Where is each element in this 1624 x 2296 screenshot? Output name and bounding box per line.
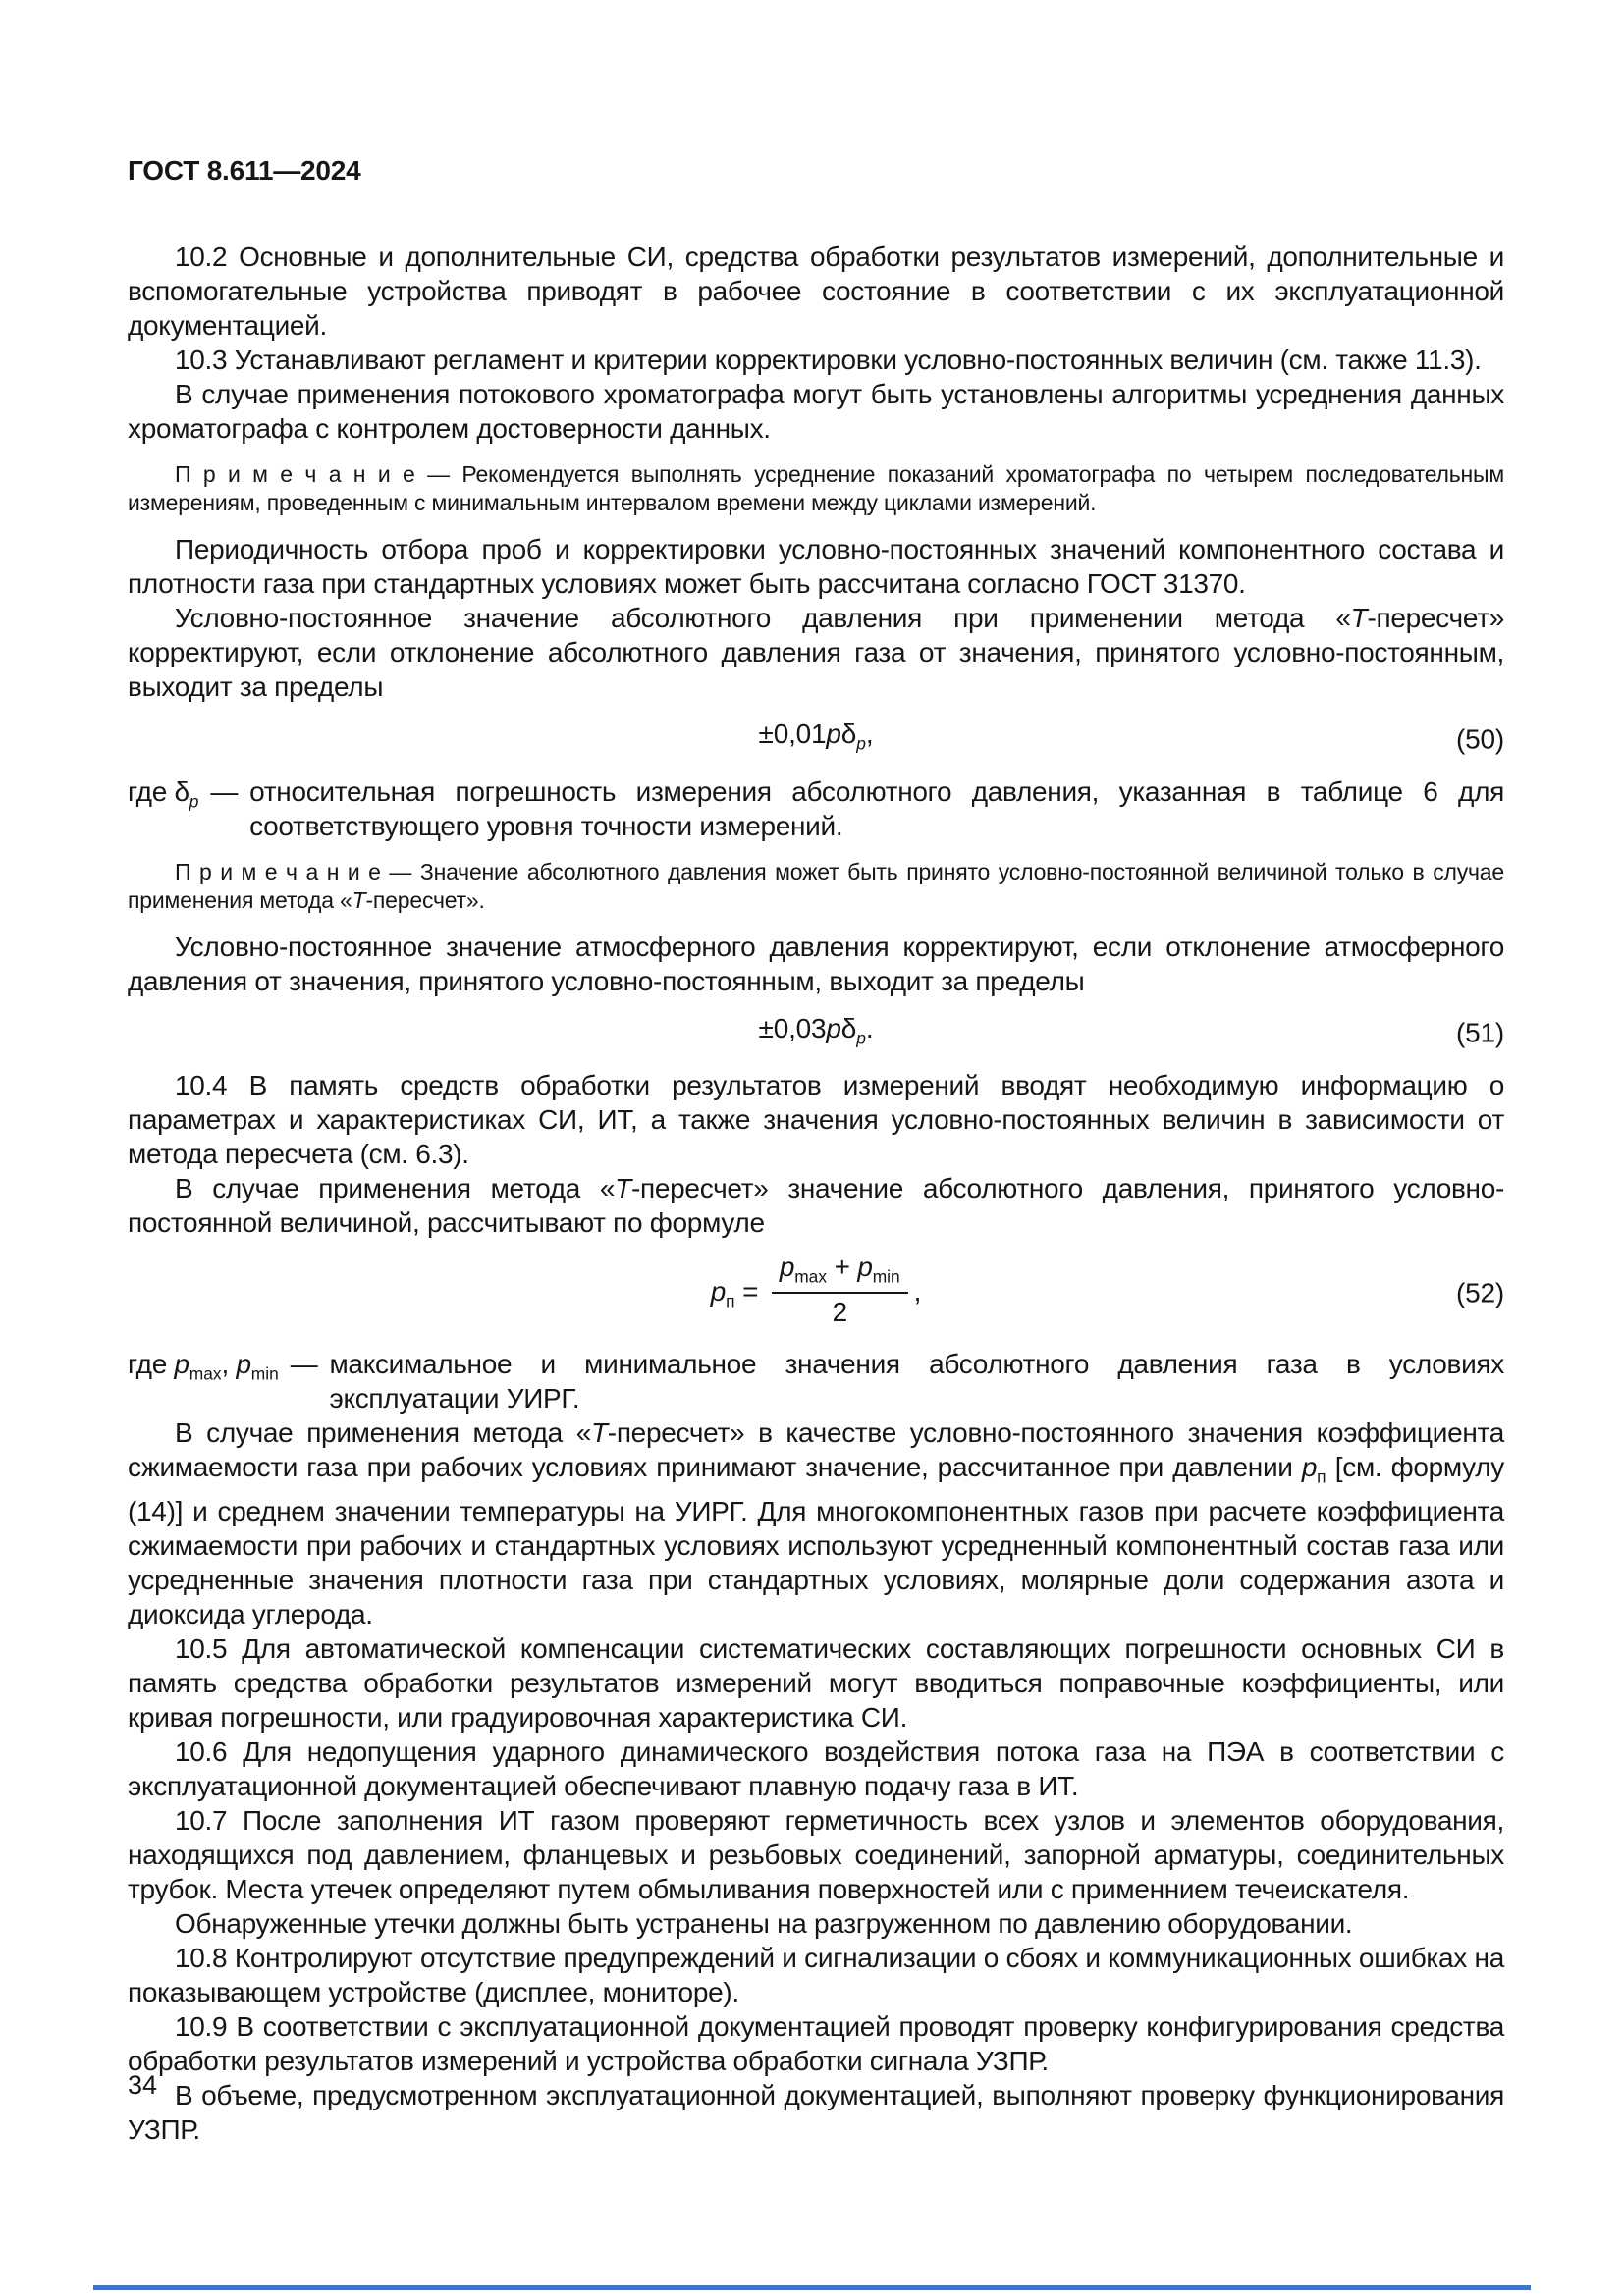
paragraph: [128, 1068, 1504, 1171]
text-run: p: [710, 1275, 727, 1307]
equation-body: [710, 1252, 922, 1327]
paragraph: [128, 1171, 1504, 1240]
text-run: п: [726, 1291, 735, 1311]
paragraph: [128, 377, 1504, 446]
paragraph: [128, 1735, 1504, 1803]
text-run: min: [250, 1363, 279, 1384]
text-run: p: [189, 791, 199, 812]
text-run: -пересчет» в качестве условно-постоянного значения коэффициента сжимаемости газа при рабочих условиях принимают значение, рассчитанное при давлении: [128, 1416, 1504, 1482]
text-run: p: [174, 1348, 189, 1379]
equation-number: (50): [1456, 723, 1504, 755]
text-run: Т: [352, 886, 366, 913]
note: [128, 858, 1504, 915]
where-term: [128, 774, 198, 843]
text-run: p: [779, 1252, 795, 1283]
text-run: ±0,03: [758, 1012, 827, 1043]
text-run: δ: [840, 1012, 857, 1043]
text-run: В случае применения метода «: [175, 1173, 616, 1204]
text-run: ±0,01: [758, 719, 827, 749]
paragraph: [128, 240, 1504, 343]
page-body: [128, 0, 1504, 2147]
text-run: =: [734, 1275, 766, 1307]
equation-body: [758, 1012, 874, 1048]
page-number: 34: [128, 2070, 158, 2100]
equation: [128, 717, 1504, 762]
text-run: П р и м е ч а н и е — Значение абсолютного давления может быть принято условно-постоянной величиной только в случае применения метода «: [128, 858, 1504, 913]
where-text: [329, 1347, 1504, 1415]
text-run: 10.2 Основные и дополнительные СИ, средства обработки результатов измерений, дополнительные и вспомогательные устройства приводят в рабочее состояние в соответствии с их эксплуатационной документацией.: [128, 241, 1504, 341]
text-run: -пересчет» значение абсолютного давления, принятого условно-постоянной величиной, рассчитывают по формуле: [128, 1173, 1504, 1239]
text-run: В объеме, предусмотренном эксплуатационной документацией, выполняют проверку функционирования УЗПР.: [128, 2080, 1504, 2146]
text-run: П р и м е ч а н и е — Рекомендуется выполнять усреднение показаний хроматографа по четырем последовательным измерениям, проведенным с минимальным интервалом времени между циклами измерений.: [128, 461, 1504, 515]
text-run: min: [872, 1266, 900, 1287]
document-content: [128, 240, 1504, 2147]
text-run: Периодичность отбора проб и корректировки условно-постоянных значений компонентного состава и плотности газа при стандартных условиях может быть рассчитана согласно ГОСТ 31370.: [128, 534, 1504, 599]
where-dash: —: [290, 1348, 318, 1379]
text-run: 10.8 Контролируют отсутствие предупреждений и сигнализации о сбоях и коммуникационных ошибках на показывающем устройстве (дисплее, мониторе).: [128, 1943, 1504, 2008]
text-run: max: [794, 1266, 827, 1287]
text-run: max: [189, 1363, 222, 1384]
text-run: .: [865, 1012, 874, 1043]
text-run: Т: [590, 1416, 608, 1448]
paragraph: [128, 2009, 1504, 2078]
text-run: [см. формулу (14)] и среднем значении температуры на УИРГ. Для многокомпонентных газов при расчете коэффициента сжимаемости при рабочих и стандартных условиях используют усредненный компонентный состав газа или усредненные значения плотности газа при стандартных условиях, молярные доли содержания азота и диоксида углерода.: [128, 1451, 1505, 1630]
where-dash: —: [210, 775, 239, 807]
equation-number: (52): [1456, 1277, 1504, 1308]
text-run: p: [236, 1348, 251, 1379]
paragraph: [128, 930, 1504, 998]
paragraph: [128, 343, 1504, 377]
text-run: ,: [865, 719, 874, 749]
text-run: относительная погрешность измерения абсолютного давления, указанная в таблице 6 для соответствующего уровня точности измерений.: [249, 775, 1504, 841]
paragraph: [128, 1803, 1504, 1906]
text-run: где: [128, 775, 175, 807]
where-text: [249, 774, 1504, 843]
document-code: ГОСТ 8.611—2024: [128, 155, 361, 186]
equation: [128, 1252, 1504, 1330]
text-run: p: [826, 1012, 841, 1043]
text-run: p: [1301, 1451, 1318, 1482]
paragraph: [128, 1631, 1504, 1735]
text-run: 10.5 Для автоматической компенсации систематических составляющих погрешности основных СИ в память средства обработки результатов измерений могут вводиться поправочные коэффициенты, или кривая погрешности, или градуировочная характеристика СИ.: [128, 1633, 1504, 1734]
equation-body: [758, 719, 874, 754]
text-run: Условно-постоянное значение атмосферного давления корректируют, если отклонение атмосферного давления от значения, принятого условно-постоянным, выходит за пределы: [128, 931, 1504, 996]
text-run: p: [856, 733, 866, 754]
equation: [128, 1011, 1504, 1056]
text-run: 10.7 После заполнения ИТ газом проверяют герметичность всех узлов и элементов оборудования, находящихся под давлением, фланцевых и резьбовых соединений, запорной арматуры, соединительных трубок. Места утечек определяют путем обмыливания поверхностей или с применнием течеискателя.: [128, 1805, 1504, 1905]
text-run: p: [856, 1028, 866, 1048]
text-run: p: [826, 719, 841, 749]
paragraph: [128, 532, 1504, 601]
text-run: Условно-постоянное значение абсолютного давления при применении метода «: [175, 603, 1351, 633]
text-run: ,: [913, 1275, 922, 1307]
text-run: Обнаруженные утечки должны быть устранены на разгруженном по давлению оборудовании.: [175, 1908, 1353, 1940]
text-run: 2: [832, 1296, 847, 1327]
equation-number: (51): [1456, 1017, 1504, 1048]
text-run: ,: [221, 1348, 237, 1379]
text-run: где: [128, 1348, 175, 1379]
text-run: Т: [615, 1173, 631, 1204]
text-run: -пересчет».: [365, 886, 485, 913]
text-run: 10.3 Устанавливают регламент и критерии корректировки условно-постоянных величин (см. также 11.3).: [175, 345, 1482, 375]
paragraph: [128, 2078, 1504, 2147]
text-run: 10.9 В соответствии с эксплуатационной документацией проводят проверку конфигурирования средства обработки результатов измерений и устройства обработки сигнала УЗПР.: [128, 2011, 1504, 2077]
paragraph: [128, 1415, 1504, 1632]
where-term: [128, 1347, 279, 1415]
text-run: максимальное и минимальное значения абсолютного давления газа в условиях эксплуатации УИРГ.: [329, 1348, 1504, 1414]
text-run: В случае применения метода «: [175, 1416, 591, 1448]
text-run: δ: [174, 775, 189, 807]
text-run: p: [857, 1252, 873, 1283]
text-run: п: [1317, 1467, 1326, 1487]
fraction: [772, 1253, 908, 1327]
where-definition: [128, 1347, 1504, 1415]
paragraph: [128, 1906, 1504, 1941]
fraction-denominator: [772, 1294, 908, 1328]
where-definition: [128, 774, 1504, 843]
paragraph: [128, 601, 1504, 704]
text-run: -пересчет» корректируют, если отклонение абсолютного давления газа от значения, принятого условно-постоянным, выходит за пределы: [128, 603, 1504, 702]
text-run: Т: [1350, 603, 1368, 633]
text-run: +: [827, 1252, 858, 1283]
paragraph: [128, 1941, 1504, 2009]
text-run: 10.6 Для недопущения ударного динамического воздействия потока газа на ПЭА в соответствии с эксплуатационной документацией обеспечивают плавную подачу газа в ИТ.: [128, 1736, 1504, 1802]
text-run: 10.4 В память средств обработки результатов измерений вводят необходимую информацию о параметрах и характеристиках СИ, ИТ, а также значения условно-постоянных величин в зависимости от метода пересчета (см. 6.3).: [128, 1070, 1504, 1170]
text-run: δ: [840, 719, 857, 749]
text-run: В случае применения потокового хроматографа могут быть установлены алгоритмы усреднения данных хроматографа с контролем достоверности данных.: [128, 379, 1504, 444]
fraction-numerator: [772, 1253, 908, 1294]
note: [128, 460, 1504, 517]
bottom-rule: [93, 2285, 1531, 2290]
